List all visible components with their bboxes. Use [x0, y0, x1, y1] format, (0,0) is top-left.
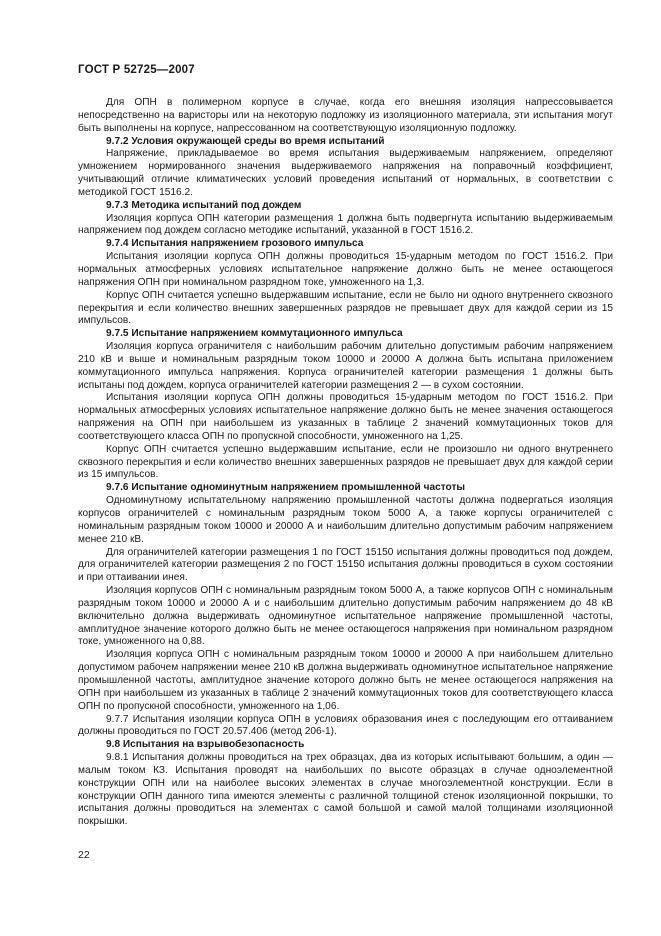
paragraph: Изоляция корпусов ОПН с номинальным разрядным током 5000 А, а также корпусов ОПН с номинальным разрядным током 10000 и 20000 А и с наибольшим длительно допустимым рабочим напряжением до 48 кВ включительно должна выдерживать одноминутное испытательное напряжение промышленной частоты, амплитудное значение которого должно быть не менее остающегося напряжения при номинальном разрядном токе, умноженного на 0,88. [78, 585, 613, 648]
section-heading: 9.7.3 Методика испытаний под дождем [106, 199, 302, 211]
section-heading: 9.7.6 Испытание одноминутным напряжением промышленной частоты [106, 482, 466, 494]
paragraph: Для ограничителей категории размещения 1 по ГОСТ 15150 испытания должны проводиться под дождем, для ограничителей категории размещения 2 по ГОСТ 15150 испытания должны проводиться в сухом состоянии и при оттаивании инея. [78, 546, 613, 584]
section-heading: 9.7.4 Испытания напряжением грозового импульса [106, 238, 364, 250]
paragraph: Для ОПН в полимерном корпусе в случае, когда его внешняя изоляция напрессовывается непосредственно на варисторы или на некоторую подложку из изоляционного материала, эти испытания могут быть выполнены на корпусе, напрессованном на соответствующую изоляционную подложку. [78, 97, 613, 134]
paragraph: Корпус ОПН считается успешно выдержавшим испытание, если не произошло ни одного внутреннего сквозного перекрытия и если количество внешних завершенных разрядов не превышает двух для каждой серии из 15 импульсов. [78, 443, 613, 481]
document-body [78, 97, 613, 829]
paragraph: Одноминутному испытательному напряжению промышленной частоты должна подвергаться изоляция корпусов ограничителей с номинальным разрядным током 5000 А, а также корпусы ограничителей с номинальным разрядным током 10000 и 20000 А и наибольшим длительно допустимым рабочим напряжением менее 210 кВ. [78, 495, 613, 545]
paragraph: Испытания изоляции корпуса ОПН должны проводиться 15-ударным методом по ГОСТ 1516.2. При нормальных атмосферных условиях испытательное напряжение должно быть не менее значения остающегося напряжения на ОПН при наибольшем из указанных в таблице 2 значений коммутационных токов для соответствующего класса ОПН по пропускной способности, умноженного на 1,25. [78, 392, 613, 442]
paragraph: Напряжение, прикладываемое во время испытания выдерживаемым напряжением, определяют умножением нормированного значения выдерживаемого напряжения на поправочный коэффициент, учитывающий отличие климатических условий проведения испытаний от нормальных, в соответствии с методикой ГОСТ 1516.2. [78, 148, 613, 198]
document-header: ГОСТ Р 52725—2007 [78, 64, 195, 76]
paragraph: Изоляция корпуса ОПН категории размещения 1 должна быть подвергнута испытанию выдерживаемым напряжением под дождем согласно методике испытаний, указанной в ГОСТ 1516.2. [78, 212, 613, 237]
paragraph: 9.8.1 Испытания должны проводиться на трех образцах, два из которых испытывают большим, а один — малым током КЗ. Испытания проводят на наибольших по высоте образцах в случае одноэлементной конструкции ОПН или на наиболее высоких элементах в случае многоэлементной конструкции. Если в конструкции ОПН данного типа имеются элементы с различной толщиной стенок изоляционной покрышки, то испытания должны проводиться на элементах с самой большой и самой малой толщинами изоляционной покрышки. [78, 752, 613, 828]
section-heading: 9.7.2 Условия окружающей среды во время испытаний [106, 135, 385, 147]
paragraph: 9.7.7 Испытания изоляции корпуса ОПН в условиях образования инея с последующим его оттаиванием должны проводиться по ГОСТ 20.57.406 (метод 206-1). [78, 713, 613, 738]
paragraph: Испытания изоляции корпуса ОПН должны проводиться 15-ударным методом по ГОСТ 1516.2. При нормальных атмосферных условиях испытательное напряжение должно быть не менее остающегося напряжения ОПН при номинальном разрядном токе, умноженного на 1,3. [78, 251, 613, 288]
section-heading: 9.8 Испытания на взрывобезопасность [106, 739, 305, 751]
paragraph: Изоляция корпуса ОПН с номинальным разрядным током 10000 и 20000 А при наибольшем длительно допустимом рабочем напряжении менее 210 кВ должна выдерживать одноминутное испытательное напряжение промышленной частоты, амплитудное значение которого должно быть не менее остающегося напряжения на ОПН при наибольшем из указанных в таблице 2 значений коммутационных токов для соответствующего класса ОПН по пропускной способности, умноженного на 1,06. [78, 649, 613, 712]
page-number: 22 [78, 849, 90, 861]
paragraph: Корпус ОПН считается успешно выдержавшим испытание, если не было ни одного внутреннего сквозного перекрытия и если количество внешних завершенных разрядов не превышает двух для каждой серии из 15 импульсов. [78, 289, 613, 327]
section-heading: 9.7.5 Испытание напряжением коммутационного импульса [106, 328, 403, 340]
paragraph: Изоляция корпуса ограничителя с наибольшим рабочим длительно допустимым рабочим напряжением 210 кВ и выше и номинальным разрядным током 10000 и 20000 А должна быть испытана приложением коммутационного импульса напряжения. Корпуса ограничителей категории размещения 1 должны быть испытаны под дождем, корпуса ограничителей категории размещения 2 — в сухом состоянии. [78, 341, 613, 391]
